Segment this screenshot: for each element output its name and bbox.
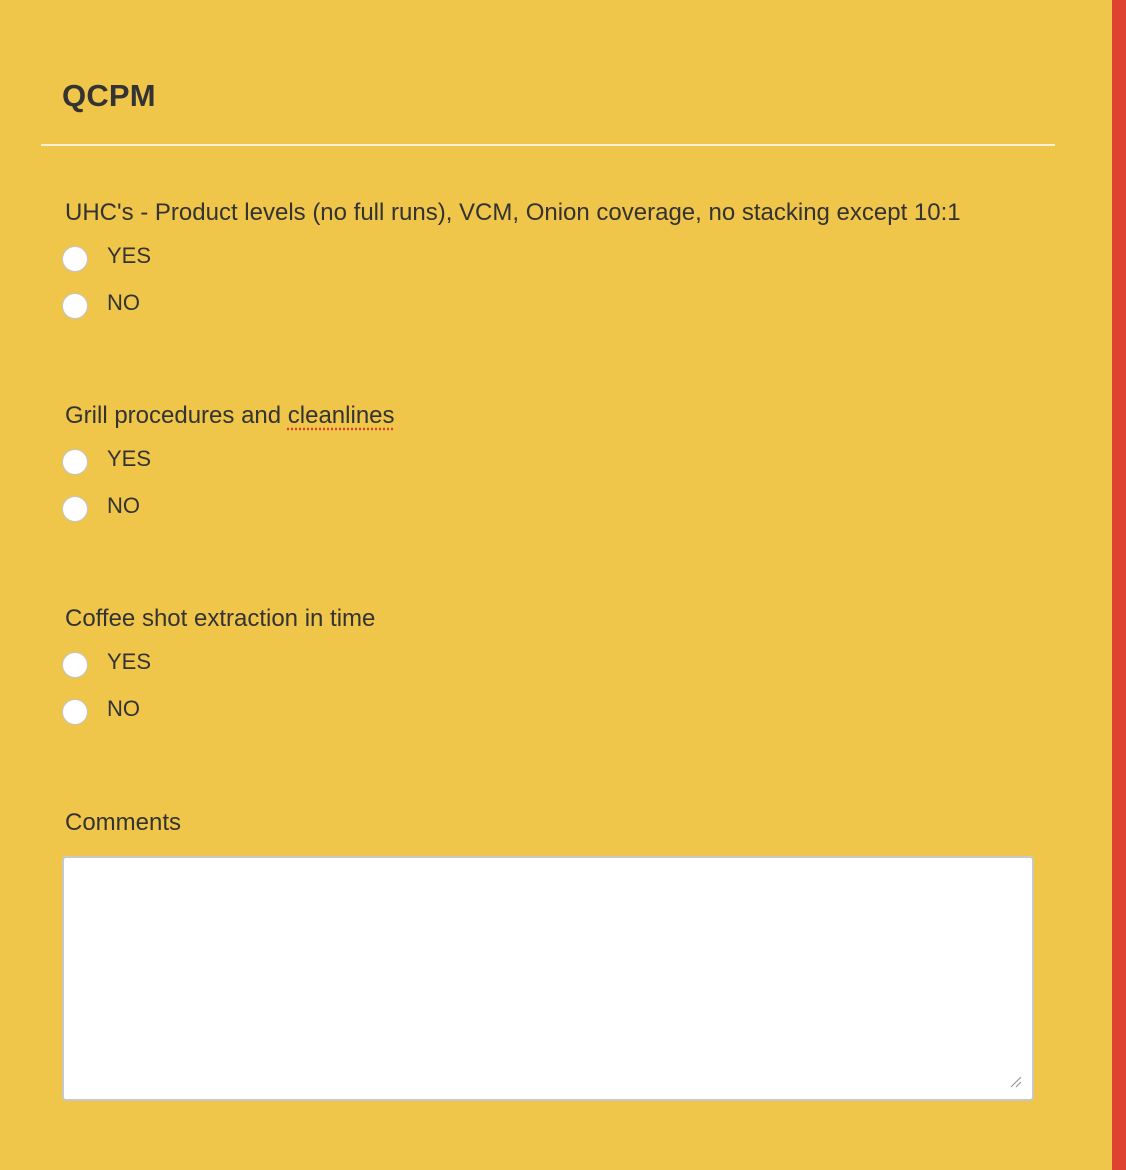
option-label: NO bbox=[107, 493, 140, 518]
option-label: YES bbox=[107, 243, 152, 268]
radio-button[interactable] bbox=[62, 699, 88, 725]
option-label: YES bbox=[107, 446, 152, 471]
option-yes[interactable] bbox=[65, 445, 1065, 479]
question-uhc bbox=[65, 198, 1065, 336]
question-label bbox=[65, 401, 1065, 431]
option-yes[interactable] bbox=[65, 648, 1065, 682]
option-label: NO bbox=[107, 696, 140, 721]
section-title: QCPM bbox=[62, 78, 156, 113]
question-label-text: Grill procedures and bbox=[65, 402, 288, 429]
option-no[interactable] bbox=[65, 695, 1065, 729]
option-label: NO bbox=[107, 290, 140, 315]
option-no[interactable] bbox=[65, 492, 1065, 526]
question-label bbox=[65, 604, 1065, 634]
question-label bbox=[65, 198, 1065, 228]
radio-button[interactable] bbox=[62, 293, 88, 319]
radio-button[interactable] bbox=[62, 246, 88, 272]
radio-button[interactable] bbox=[62, 496, 88, 522]
comments-label: Comments bbox=[65, 809, 182, 836]
radio-button[interactable] bbox=[62, 449, 88, 475]
question-label-text: UHC's - Product levels (no full runs), VCM, Onion coverage, no stacking except 10:1 bbox=[65, 199, 961, 226]
question-grill bbox=[65, 401, 1065, 539]
section-divider bbox=[41, 144, 1055, 146]
right-accent-bar bbox=[1112, 0, 1126, 1170]
question-label-text: Coffee shot extraction in time bbox=[65, 605, 376, 632]
question-label-misspelled: cleanlines bbox=[287, 402, 395, 429]
option-label: YES bbox=[107, 649, 152, 674]
resize-handle-icon[interactable] bbox=[1008, 1074, 1022, 1088]
option-yes[interactable] bbox=[65, 242, 1065, 276]
option-no[interactable] bbox=[65, 289, 1065, 323]
comments-textarea[interactable] bbox=[62, 856, 1034, 1101]
radio-button[interactable] bbox=[62, 652, 88, 678]
question-coffee bbox=[65, 604, 1065, 742]
